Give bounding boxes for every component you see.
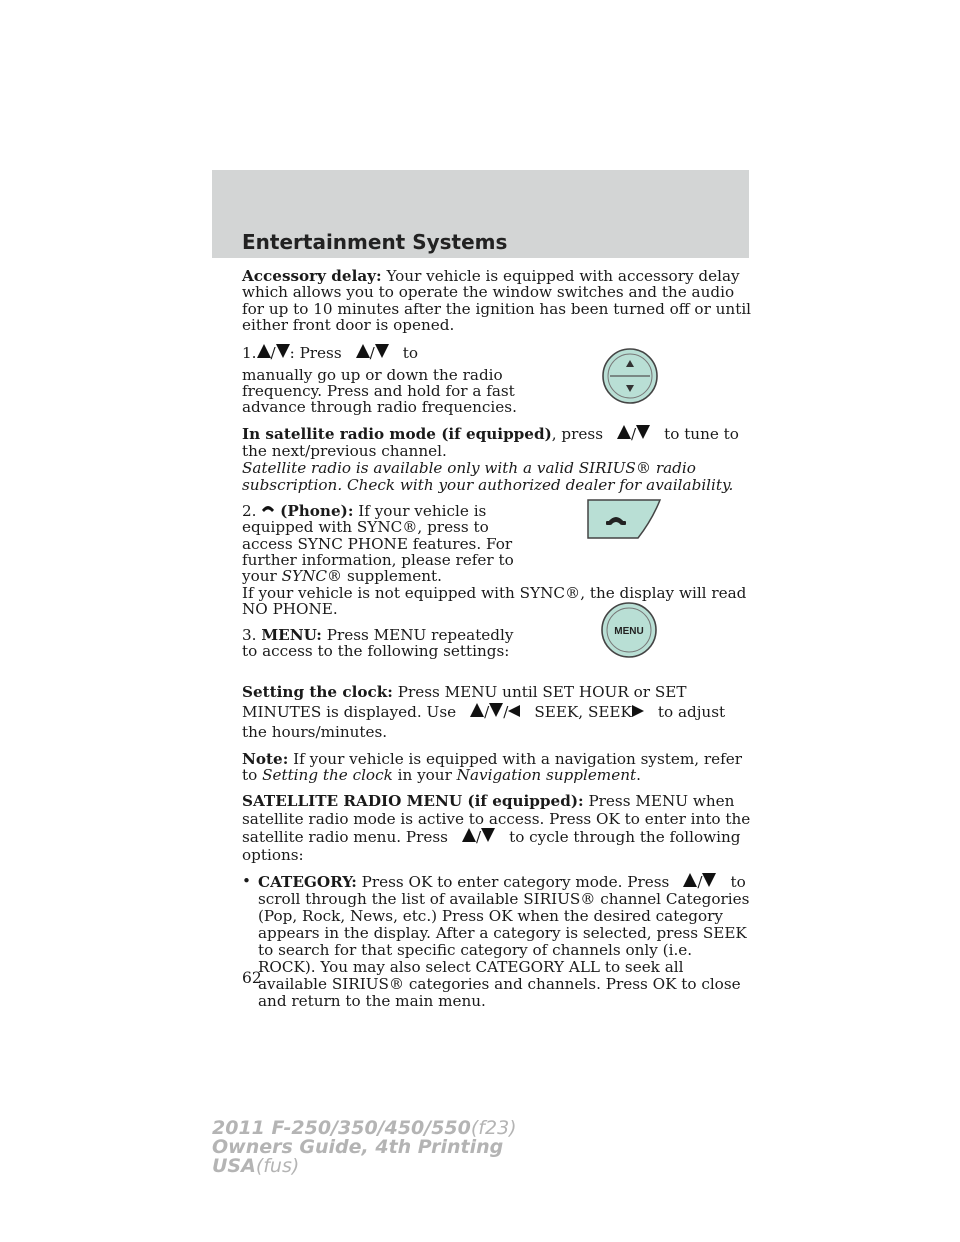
seek-down-icon: [276, 344, 290, 358]
seek-left-icon: [508, 705, 520, 717]
seek-up-icon: [470, 703, 484, 717]
category-bullet: • CATEGORY: Press OK to enter category mode. Press / to scroll through the list of available SIRIUS® channel Categories (Pop, Rock, News, etc.) Press OK when the desired category appears in the display. After a category is selected, press SEEK to search for that specific category of channels only (i.e. ROCK). You may also select CATEGORY ALL to seek all available SIRIUS® categories and channels. Press OK to close and return to the main menu.: [242, 872, 750, 1011]
document-footer: 2011 F-250/350/450/550(f23) Owners Guide, 4th Printing USA(fus): [212, 1117, 517, 1177]
satellite-mode-paragraph: In satellite radio mode (if equipped), press / to tune to the next/previous channel. Satellite radio is available only with a valid SIRIUS® radio subscription. Check with your authorized dealer for availability.: [242, 424, 739, 494]
page-number: 62: [242, 969, 262, 987]
seek-up-icon: [462, 828, 476, 842]
seek-down-icon: [636, 425, 650, 439]
seek-down-icon: [489, 703, 503, 717]
seek-down-icon: [702, 873, 716, 887]
item-2-paragraph: 2. (Phone): If your vehicle is equipped with SYNC®, press to access SYNC PHONE features. For further information, please refer to your SYNC® supplement. If your vehicle is not equipped with SYNC®, the display will read NO PHONE.: [242, 501, 747, 619]
note-paragraph: Note: If your vehicle is equipped with a navigation system, refer to Setting the clock in your Navigation supplement.: [242, 749, 743, 784]
section-title: Entertainment Systems: [242, 230, 508, 254]
item-1-paragraph: 1. / : Press / to manually go up or down the radio frequency. Press and hold for a fast advance through radio frequencies.: [242, 343, 517, 417]
setting-clock-paragraph: Setting the clock: Press MENU until SET HOUR or SET MINUTES is displayed. Use / / SEEK, SEEK to adjust the hours/minutes.: [242, 682, 726, 741]
item-3-paragraph: 3. MENU: Press MENU repeatedly to access to the following settings:: [242, 625, 514, 661]
seek-up-icon: [257, 344, 271, 358]
phone-icon: [261, 503, 275, 513]
satellite-menu-paragraph: SATELLITE RADIO MENU (if equipped): Press MENU when satellite radio mode is active to access. Press OK to enter into the satellite radio menu. Press / to cycle through the following options:: [242, 792, 751, 865]
seek-down-icon: [375, 344, 389, 358]
seek-up-icon: [683, 873, 697, 887]
seek-down-icon: [481, 828, 495, 842]
seek-up-icon: [617, 425, 631, 439]
accessory-delay-paragraph: Accessory delay: Your vehicle is equipped with accessory delay which allows you to operate the window switches and the audio for up to 10 minutes after the ignition has been turned off or until either front door is opened.: [242, 267, 752, 335]
menu-button-label: MENU: [614, 626, 644, 637]
seek-up-icon: [356, 344, 370, 358]
seek-right-icon: [632, 705, 644, 717]
page-content: [242, 268, 752, 1010]
